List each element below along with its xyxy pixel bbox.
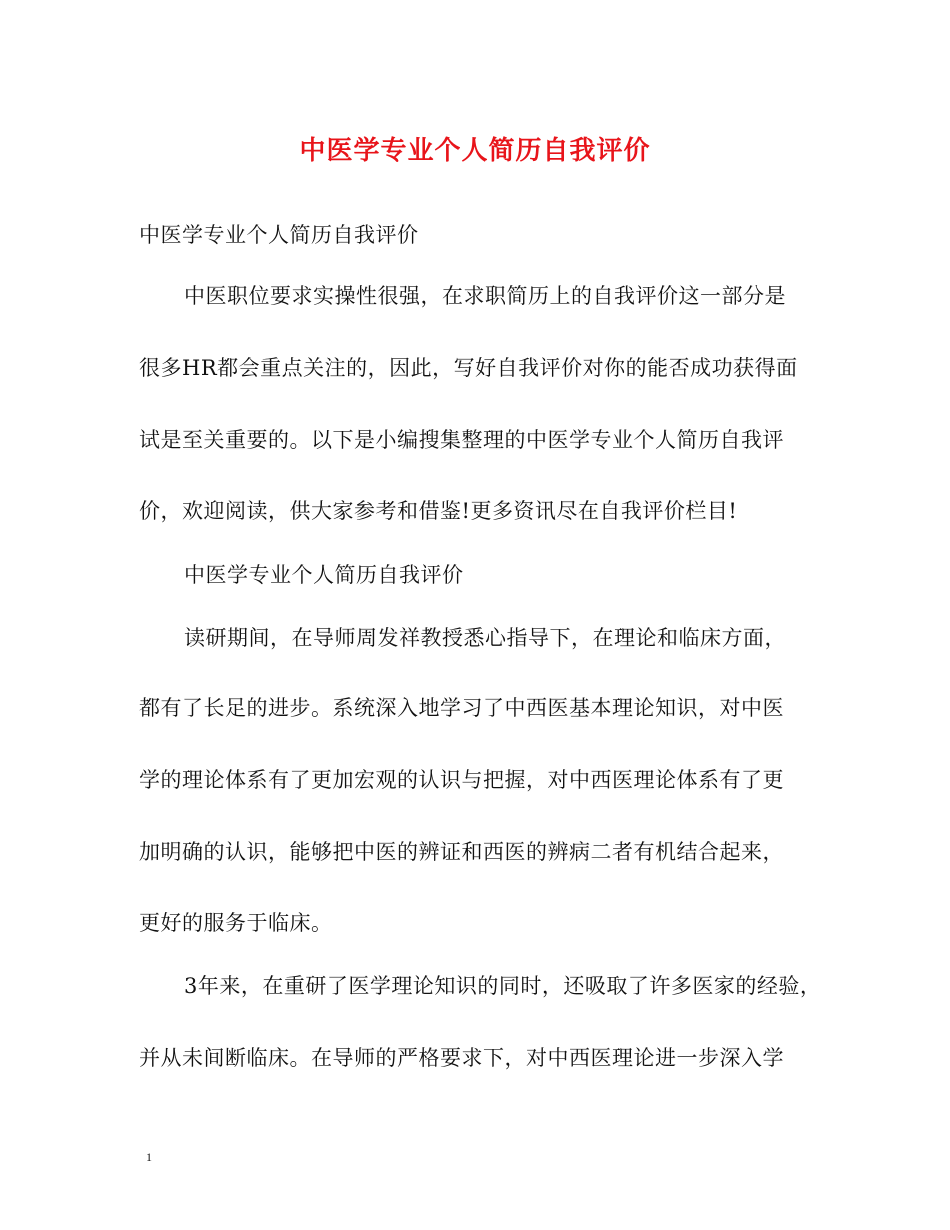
paragraph-line: 更好的服务于临床。: [139, 911, 333, 935]
paragraph-line: 学的理论体系有了更加宏观的认识与把握，对中西医理论体系有了更: [139, 768, 784, 792]
section-heading: 中医学专业个人简历自我评价: [184, 563, 464, 587]
paragraph-line: 很多HR都会重点关注的，因此，写好自我评价对你的能否成功获得面: [139, 356, 798, 380]
paragraph-line: 加明确的认识，能够把中医的辨证和西医的辨病二者有机结合起来，: [139, 840, 784, 864]
paragraph-line: 试是至关重要的。以下是小编搜集整理的中医学专业个人简历自我评: [139, 428, 784, 452]
paragraph-line: 3年来，在重研了医学理论知识的同时，还吸取了许多医家的经验，: [184, 974, 822, 998]
paragraph-line: 并从未间断临床。在导师的严格要求下，对中西医理论进一步深入学: [139, 1046, 784, 1070]
paragraph-line: 中医职位要求实操性很强，在求职简历上的自我评价这一部分是: [184, 284, 786, 308]
paragraph-line: 价，欢迎阅读，供大家参考和借鉴!更多资讯尽在自我评价栏目!: [139, 499, 738, 523]
paragraph-line: 读研期间，在导师周发祥教授悉心指导下，在理论和临床方面，: [184, 626, 786, 650]
paragraph-line: 都有了长足的进步。系统深入地学习了中西医基本理论知识，对中医: [139, 696, 784, 720]
document-title: 中医学专业个人简历自我评价: [299, 136, 651, 166]
page-number: 1: [146, 1150, 152, 1164]
subtitle-line: 中医学专业个人简历自我评价: [139, 223, 419, 247]
